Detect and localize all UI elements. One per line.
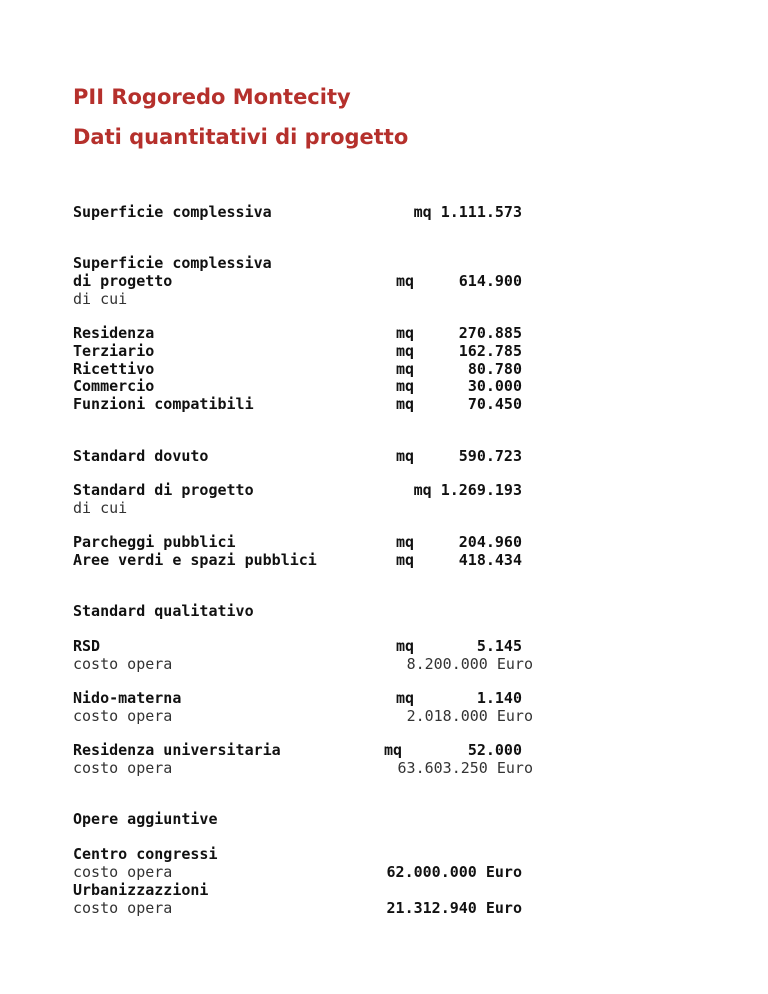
funzione-value: 270.885 [458, 324, 522, 342]
standard-item-unit: mq [396, 533, 415, 551]
qualitativo-value: 1.140 [476, 689, 522, 707]
opere-aggiuntive-heading: Opere aggiuntive [73, 810, 218, 828]
standard-qualitativo-heading: Standard qualitativo [73, 602, 254, 620]
qualitativo-unit: mq [396, 637, 415, 655]
funzione-unit: mq [396, 324, 415, 342]
qualitativo-cost: 2.018.000 Euro [406, 707, 533, 725]
funzione-unit: mq [396, 360, 415, 378]
qualitativo-cost: 8.200.000 Euro [406, 655, 533, 673]
superficie-progetto-label-2: di progetto [73, 272, 173, 290]
funzione-label: Commercio [73, 377, 155, 395]
standard-progetto-label: Standard di progetto [73, 481, 254, 499]
funzione-value: 80.780 [467, 360, 522, 378]
funzione-value: 30.000 [467, 377, 522, 395]
funzione-label: Residenza [73, 324, 155, 342]
standard-item-unit: mq [396, 551, 415, 569]
standard-dovuto-label: Standard dovuto [73, 447, 209, 465]
superficie-progetto-value: 614.900 [458, 272, 522, 290]
opera-cost: 21.312.940 Euro [386, 899, 522, 917]
superficie-progetto-note: di cui [73, 290, 128, 308]
funzione-unit: mq [396, 395, 415, 413]
qualitativo-unit: mq [396, 689, 415, 707]
standard-dovuto-unit: mq [396, 447, 415, 465]
qualitativo-value: 52.000 [467, 741, 522, 759]
funzione-label: Funzioni compatibili [73, 395, 254, 413]
opera-label: Centro congressi [73, 845, 218, 863]
superficie-complessiva-value: mq 1.111.573 [413, 203, 522, 221]
standard-progetto-value: mq 1.269.193 [413, 481, 522, 499]
funzione-unit: mq [396, 377, 415, 395]
standard-item-value: 418.434 [458, 551, 522, 569]
funzione-label: Terziario [73, 342, 155, 360]
page-subtitle: Dati quantitativi di progetto [73, 125, 409, 149]
funzione-unit: mq [396, 342, 415, 360]
superficie-progetto-label-1: Superficie complessiva [73, 254, 272, 272]
qualitativo-sub: costo opera [73, 707, 173, 725]
qualitativo-label: Nido-materna [73, 689, 182, 707]
standard-item-label: Parcheggi pubblici [73, 533, 236, 551]
qualitativo-label: RSD [73, 637, 101, 655]
qualitativo-cost: 63.603.250 Euro [397, 759, 533, 777]
superficie-progetto-unit: mq [396, 272, 415, 290]
funzione-value: 70.450 [467, 395, 522, 413]
opera-sub: costo opera [73, 863, 173, 881]
standard-item-label: Aree verdi e spazi pubblici [73, 551, 317, 569]
opera-cost: 62.000.000 Euro [386, 863, 522, 881]
funzione-label: Ricettivo [73, 360, 155, 378]
superficie-complessiva-label: Superficie complessiva [73, 203, 272, 221]
qualitativo-label: Residenza universitaria [73, 741, 281, 759]
opera-label: Urbanizzazzioni [73, 881, 209, 899]
standard-progetto-note: di cui [73, 499, 128, 517]
qualitativo-unit: mq [384, 741, 403, 759]
funzione-value: 162.785 [458, 342, 522, 360]
standard-dovuto-value: 590.723 [458, 447, 522, 465]
qualitativo-sub: costo opera [73, 655, 173, 673]
qualitativo-sub: costo opera [73, 759, 173, 777]
standard-item-value: 204.960 [458, 533, 522, 551]
page-title: PII Rogoredo Montecity [73, 85, 351, 109]
opera-sub: costo opera [73, 899, 173, 917]
qualitativo-value: 5.145 [476, 637, 522, 655]
